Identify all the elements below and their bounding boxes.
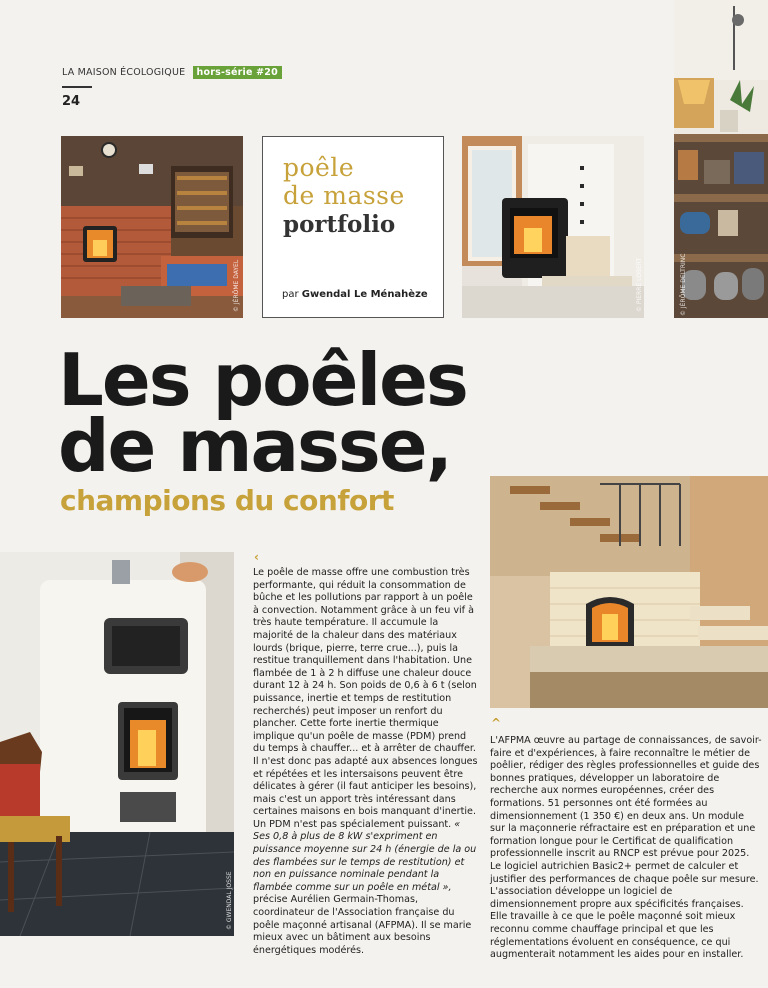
column1-text: Le poêle de masse offre une combustion très performante, qui réduit la consommation de bûche et les pollutions par rapport à un poêle à convection. Notamment grâce à un feu vif à très haute température. Il accumule la majorité de la chaleur dans des matériaux lourds (brique, pierre, terre crue...), puis la restitue tranquillement dans l'habitation. Une flambée de 1 à 2 h diffuse une chaleur douce durant 12 à 24 h. Son poids de 0,6 à 6 t (selon puissance, inertie et temps de restitution recherchés) peut imposer un renfort du plancher. Cette forte inertie thermique implique qu'un poêle de masse (PDM) prend du temps à chauffer... et à arrêter de chauffer. Il n'est donc pas adapté aux absences longues et répétées et les intersaisons peuvent être délicates à gérer (il faut anticiper les besoins), mais c'est un apport très intéressant dans certaines maisons en bois manquant d'inertie. Un PDM n'est pas spécialement puissant. xyxy=(253,567,478,830)
page-number: 24 xyxy=(62,94,81,109)
header-divider xyxy=(62,86,92,88)
magazine-header xyxy=(62,66,282,79)
portfolio-title-line1: poêle xyxy=(283,153,355,182)
byline xyxy=(282,289,428,300)
article-title-line2: de masse, xyxy=(58,404,451,488)
author-name: Gwendal Le Ménahèze xyxy=(301,289,428,300)
article-title-line1: Les poêles xyxy=(58,338,467,422)
photo-credit: © JÉRÔME DAYEL xyxy=(233,259,240,312)
portfolio-label: portfolio xyxy=(283,211,396,238)
column1-text-end: précise Aurélien Germain-Thomas, coordinateur de l'Association française du poêle maçonné artisanal (AFPMA). Il se marie mieux avec un bâtiment aux besoins énergétiques modérés. xyxy=(253,894,472,956)
photo-credit: © GWENDAL JOSSE xyxy=(226,871,233,930)
column2-text: L'AFPMA œuvre au partage de connaissances, de savoir-faire et d'expériences, à faire reconnaître le métier de poêlier, rédiger des règles professionnelles et guide des bonnes pratiques, développer un laboratoire de recherche aux normes européennes, créer des formations. 51 personnes ont été formées au dimensionnement (1 350 €) en deux ans. Un module sur la maçonnerie réfractaire est en préparation et une formation longue pour le Certificat de qualification professionnelle inscrit au RNCP est prévue pour 2025. Le logiciel autrichien Basic2+ permet de calculer et justifier des performances de chaque poêle sur mesure. L'association développe un logiciel de dimensionnement propre aux spécificités françaises. Elle travaille à ce que le poêle maçonné soit mieux reconnu comme chauffage principal et que les réglementations évoluent en conséquence, ce qui augmenterait notamment les aides pour en installer. xyxy=(490,735,762,961)
byline-prefix: par xyxy=(282,289,299,300)
issue-badge: hors-série #20 xyxy=(193,66,282,79)
photo-credit: © PIERRE LOBERT xyxy=(636,257,643,312)
quote-mark: ‹ xyxy=(254,550,259,564)
magazine-name: LA MAISON ÉCOLOGIQUE xyxy=(62,67,186,78)
photo-white-stove-window xyxy=(462,136,644,318)
photo-shelves xyxy=(674,0,768,318)
article-column-1 xyxy=(253,567,479,957)
quote-mark: ^ xyxy=(491,716,502,730)
article-subtitle: champions du confort xyxy=(60,484,394,517)
portfolio-title-line2: de masse xyxy=(283,181,405,210)
photo-brick-stove-room xyxy=(61,136,243,318)
photo-white-stove-chair xyxy=(0,552,234,936)
photo-credit: © JÉRÔME DELTRINC xyxy=(680,253,687,316)
column1-quote: « Ses 0,8 à plus de 8 kW s'expriment en puissance moyenne sur 24 h (énergie de la ou des flambées sur le temps de restitution) et non en puissance nominale pendant la flambée comme sur un poêle en métal », xyxy=(253,818,477,893)
photo-stove-staircase xyxy=(490,476,768,708)
article-column-2 xyxy=(490,735,762,962)
